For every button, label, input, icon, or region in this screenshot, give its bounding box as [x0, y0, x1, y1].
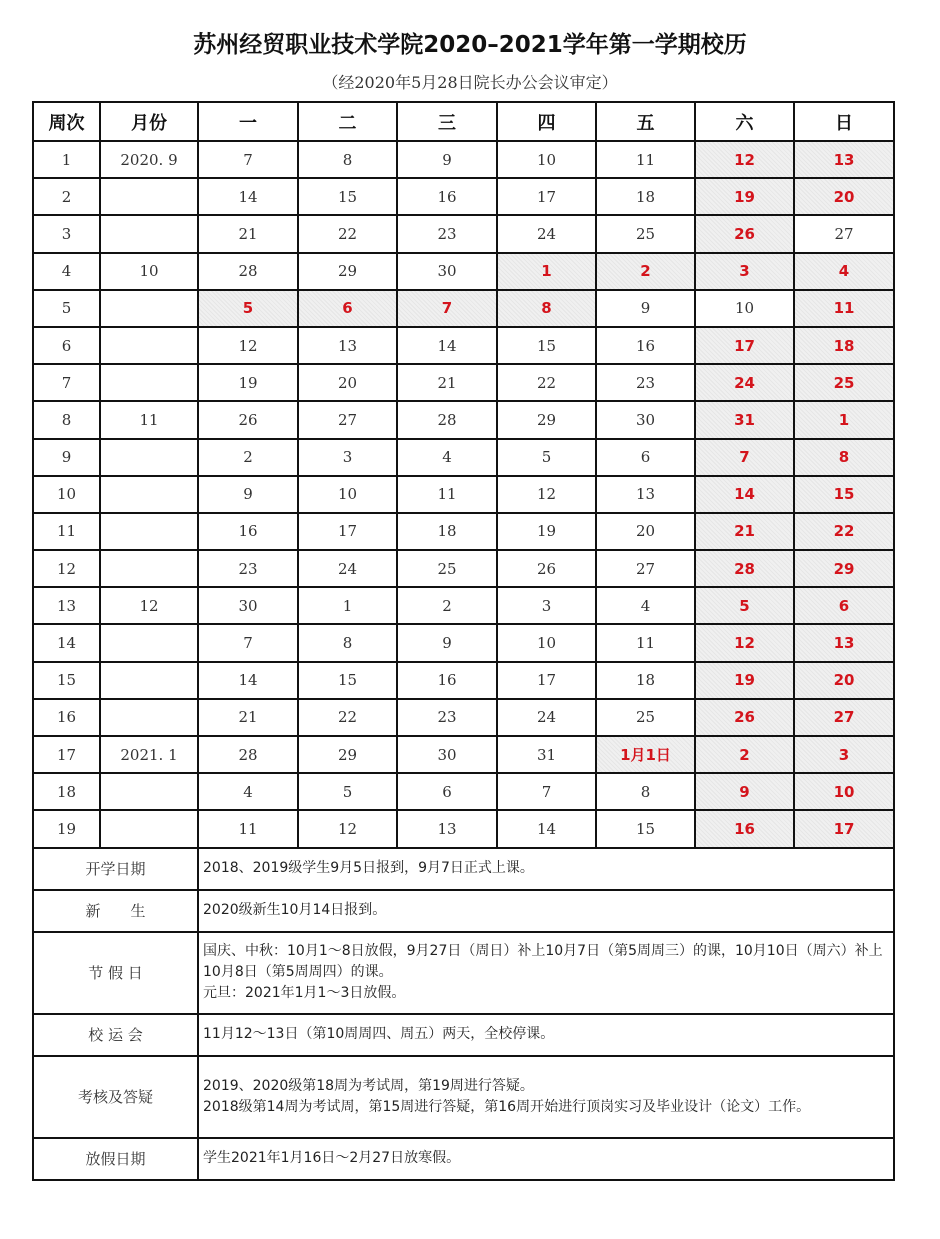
week-row [33, 290, 894, 327]
month-cell: 10 [100, 253, 198, 290]
week-row [33, 327, 894, 364]
note-line: 元旦：2021年1月1～3日放假。 [203, 985, 406, 1002]
holiday-day-cell: 4 [794, 253, 894, 290]
holiday-day-cell: 18 [794, 327, 894, 364]
week-number: 19 [33, 810, 100, 847]
week-number: 2 [33, 178, 100, 215]
day-cell: 28 [397, 401, 497, 438]
day-cell: 30 [397, 253, 497, 290]
day-cell: 25 [596, 215, 695, 252]
holiday-day-cell: 26 [695, 699, 794, 736]
day-cell: 3 [298, 439, 397, 476]
note-text [198, 848, 894, 890]
day-cell: 16 [198, 513, 298, 550]
day-cell: 23 [397, 699, 497, 736]
week-row [33, 476, 894, 513]
holiday-day-cell: 14 [695, 476, 794, 513]
month-cell [100, 476, 198, 513]
day-cell: 7 [497, 773, 596, 810]
week-number: 15 [33, 662, 100, 699]
holiday-day-cell: 7 [695, 439, 794, 476]
column-header: 一 [198, 102, 298, 141]
day-cell: 18 [596, 178, 695, 215]
day-cell: 23 [198, 550, 298, 587]
week-number: 10 [33, 476, 100, 513]
day-cell: 11 [397, 476, 497, 513]
day-cell: 13 [596, 476, 695, 513]
week-row [33, 141, 894, 178]
note-row [33, 890, 894, 932]
holiday-day-cell: 27 [794, 699, 894, 736]
note-line: 2019、2020级第18周为考试周，第19周进行答疑。 [203, 1077, 534, 1094]
day-cell: 19 [497, 513, 596, 550]
week-number: 4 [33, 253, 100, 290]
day-cell: 2 [198, 439, 298, 476]
holiday-day-cell: 19 [695, 178, 794, 215]
day-cell: 27 [596, 550, 695, 587]
note-line: 2020级新生10月14日报到。 [203, 902, 387, 919]
holiday-day-cell: 2 [695, 736, 794, 773]
week-number: 17 [33, 736, 100, 773]
holiday-day-cell: 10 [794, 773, 894, 810]
day-cell: 28 [198, 253, 298, 290]
week-number: 3 [33, 215, 100, 252]
day-cell: 18 [397, 513, 497, 550]
holiday-day-cell: 17 [794, 810, 894, 847]
day-cell: 15 [497, 327, 596, 364]
day-cell: 6 [596, 439, 695, 476]
day-cell: 31 [497, 736, 596, 773]
day-cell: 24 [497, 699, 596, 736]
week-row [33, 364, 894, 401]
week-row [33, 699, 894, 736]
week-row [33, 550, 894, 587]
day-cell: 9 [397, 141, 497, 178]
week-number: 6 [33, 327, 100, 364]
day-cell: 23 [397, 215, 497, 252]
day-cell: 1 [298, 587, 397, 624]
week-row [33, 178, 894, 215]
month-cell: 11 [100, 401, 198, 438]
day-cell: 26 [198, 401, 298, 438]
day-cell: 17 [497, 178, 596, 215]
day-cell: 5 [497, 439, 596, 476]
note-text [198, 932, 894, 1014]
month-cell: 2021. 1 [100, 736, 198, 773]
note-row [33, 1056, 894, 1138]
week-row [33, 439, 894, 476]
day-cell: 30 [397, 736, 497, 773]
holiday-day-cell: 21 [695, 513, 794, 550]
note-row [33, 1014, 894, 1056]
week-number: 14 [33, 624, 100, 661]
day-cell: 17 [298, 513, 397, 550]
note-line: 国庆、中秋：10月1～8日放假，9月27日（周日）补上10月7日（第5周周三）的课，10月10日（周六）补上10月8日（第5周周四）的课。 [203, 943, 883, 981]
day-cell: 17 [497, 662, 596, 699]
day-cell: 15 [298, 662, 397, 699]
day-cell: 21 [198, 215, 298, 252]
day-cell: 8 [298, 141, 397, 178]
note-label: 考核及答疑 [33, 1056, 198, 1138]
day-cell: 13 [397, 810, 497, 847]
day-cell: 14 [497, 810, 596, 847]
holiday-day-cell: 1月1日 [596, 736, 695, 773]
holiday-day-cell: 13 [794, 624, 894, 661]
month-cell [100, 699, 198, 736]
day-cell: 7 [198, 624, 298, 661]
holiday-day-cell: 2 [596, 253, 695, 290]
month-cell [100, 215, 198, 252]
note-text [198, 1056, 894, 1138]
day-cell: 10 [298, 476, 397, 513]
month-cell [100, 290, 198, 327]
column-header: 二 [298, 102, 397, 141]
day-cell: 13 [298, 327, 397, 364]
day-cell: 18 [596, 662, 695, 699]
day-cell: 21 [397, 364, 497, 401]
week-row [33, 215, 894, 252]
week-number: 18 [33, 773, 100, 810]
day-cell: 28 [198, 736, 298, 773]
holiday-day-cell: 5 [695, 587, 794, 624]
day-cell: 22 [298, 215, 397, 252]
month-cell [100, 364, 198, 401]
month-cell [100, 327, 198, 364]
holiday-day-cell: 26 [695, 215, 794, 252]
day-cell: 15 [596, 810, 695, 847]
day-cell: 22 [497, 364, 596, 401]
holiday-day-cell: 12 [695, 624, 794, 661]
holiday-day-cell: 1 [497, 253, 596, 290]
column-header: 三 [397, 102, 497, 141]
day-cell: 29 [298, 253, 397, 290]
day-cell: 15 [298, 178, 397, 215]
month-cell [100, 662, 198, 699]
holiday-day-cell: 5 [198, 290, 298, 327]
note-label: 新 生 [33, 890, 198, 932]
column-header: 日 [794, 102, 894, 141]
note-text [198, 890, 894, 932]
holiday-day-cell: 25 [794, 364, 894, 401]
month-cell [100, 439, 198, 476]
day-cell: 10 [497, 624, 596, 661]
day-cell: 12 [198, 327, 298, 364]
week-number: 7 [33, 364, 100, 401]
week-number: 8 [33, 401, 100, 438]
week-number: 13 [33, 587, 100, 624]
day-cell: 9 [397, 624, 497, 661]
day-cell: 4 [397, 439, 497, 476]
day-cell: 8 [596, 773, 695, 810]
day-cell: 14 [397, 327, 497, 364]
note-line: 学生2021年1月16日～2月27日放寒假。 [203, 1150, 461, 1167]
day-cell: 27 [298, 401, 397, 438]
month-cell [100, 513, 198, 550]
day-cell: 22 [298, 699, 397, 736]
holiday-day-cell: 20 [794, 662, 894, 699]
day-cell: 20 [298, 364, 397, 401]
day-cell: 16 [397, 178, 497, 215]
day-cell: 12 [298, 810, 397, 847]
holiday-day-cell: 15 [794, 476, 894, 513]
note-row [33, 1138, 894, 1180]
month-cell: 12 [100, 587, 198, 624]
note-label: 开学日期 [33, 848, 198, 890]
holiday-day-cell: 11 [794, 290, 894, 327]
day-cell: 16 [596, 327, 695, 364]
day-cell: 19 [198, 364, 298, 401]
holiday-day-cell: 17 [695, 327, 794, 364]
note-text [198, 1014, 894, 1056]
week-number: 5 [33, 290, 100, 327]
day-cell: 21 [198, 699, 298, 736]
holiday-day-cell: 8 [794, 439, 894, 476]
holiday-day-cell: 6 [794, 587, 894, 624]
holiday-day-cell: 22 [794, 513, 894, 550]
week-row [33, 810, 894, 847]
holiday-day-cell: 28 [695, 550, 794, 587]
column-header: 四 [497, 102, 596, 141]
week-number: 1 [33, 141, 100, 178]
day-cell: 11 [596, 624, 695, 661]
note-row [33, 848, 894, 890]
day-cell: 10 [695, 290, 794, 327]
day-cell: 11 [596, 141, 695, 178]
note-line: 11月12～13日（第10周周四、周五）两天，全校停课。 [203, 1026, 555, 1043]
holiday-day-cell: 12 [695, 141, 794, 178]
day-cell: 4 [198, 773, 298, 810]
day-cell: 25 [397, 550, 497, 587]
day-cell: 30 [198, 587, 298, 624]
day-cell: 16 [397, 662, 497, 699]
header-row [33, 102, 894, 141]
day-cell: 26 [497, 550, 596, 587]
note-label: 校 运 会 [33, 1014, 198, 1056]
note-line: 2018级第14周为考试周，第15周进行答疑，第16周开始进行顶岗实习及毕业设计（论文）工作。 [203, 1098, 811, 1115]
note-text [198, 1138, 894, 1180]
day-cell: 4 [596, 587, 695, 624]
day-cell: 2 [397, 587, 497, 624]
holiday-day-cell: 29 [794, 550, 894, 587]
day-cell: 9 [596, 290, 695, 327]
week-row [33, 624, 894, 661]
month-cell: 2020. 9 [100, 141, 198, 178]
month-cell [100, 624, 198, 661]
day-cell: 12 [497, 476, 596, 513]
holiday-day-cell: 9 [695, 773, 794, 810]
day-cell: 29 [298, 736, 397, 773]
day-cell: 29 [497, 401, 596, 438]
column-header: 五 [596, 102, 695, 141]
holiday-day-cell: 19 [695, 662, 794, 699]
holiday-day-cell: 20 [794, 178, 894, 215]
day-cell: 14 [198, 178, 298, 215]
holiday-day-cell: 3 [794, 736, 894, 773]
holiday-day-cell: 1 [794, 401, 894, 438]
week-number: 16 [33, 699, 100, 736]
week-row [33, 773, 894, 810]
week-row [33, 587, 894, 624]
calendar-table [32, 101, 895, 1181]
day-cell: 23 [596, 364, 695, 401]
holiday-day-cell: 31 [695, 401, 794, 438]
week-row [33, 253, 894, 290]
week-row [33, 513, 894, 550]
day-cell: 20 [596, 513, 695, 550]
day-cell: 7 [198, 141, 298, 178]
day-cell: 24 [497, 215, 596, 252]
page-subtitle: （经2020年5月28日院长办公会议审定） [322, 73, 618, 92]
day-cell: 25 [596, 699, 695, 736]
holiday-day-cell: 3 [695, 253, 794, 290]
column-header: 月份 [100, 102, 198, 141]
page-title: 苏州经贸职业技术学院2020–2021学年第一学期校历 [193, 32, 747, 58]
day-cell: 3 [497, 587, 596, 624]
day-cell: 10 [497, 141, 596, 178]
day-cell: 27 [794, 215, 894, 252]
holiday-day-cell: 24 [695, 364, 794, 401]
holiday-day-cell: 7 [397, 290, 497, 327]
week-row [33, 401, 894, 438]
month-cell [100, 773, 198, 810]
holiday-day-cell: 6 [298, 290, 397, 327]
day-cell: 24 [298, 550, 397, 587]
day-cell: 11 [198, 810, 298, 847]
holiday-day-cell: 13 [794, 141, 894, 178]
note-label: 放假日期 [33, 1138, 198, 1180]
note-label: 节 假 日 [33, 932, 198, 1014]
day-cell: 14 [198, 662, 298, 699]
week-number: 9 [33, 439, 100, 476]
month-cell [100, 178, 198, 215]
holiday-day-cell: 8 [497, 290, 596, 327]
week-row [33, 736, 894, 773]
note-row [33, 932, 894, 1014]
week-number: 12 [33, 550, 100, 587]
holiday-day-cell: 16 [695, 810, 794, 847]
day-cell: 5 [298, 773, 397, 810]
week-number: 11 [33, 513, 100, 550]
column-header: 周次 [33, 102, 100, 141]
month-cell [100, 550, 198, 587]
day-cell: 30 [596, 401, 695, 438]
day-cell: 9 [198, 476, 298, 513]
week-row [33, 662, 894, 699]
note-line: 2018、2019级学生9月5日报到，9月7日正式上课。 [203, 860, 534, 877]
column-header: 六 [695, 102, 794, 141]
month-cell [100, 810, 198, 847]
day-cell: 8 [298, 624, 397, 661]
day-cell: 6 [397, 773, 497, 810]
